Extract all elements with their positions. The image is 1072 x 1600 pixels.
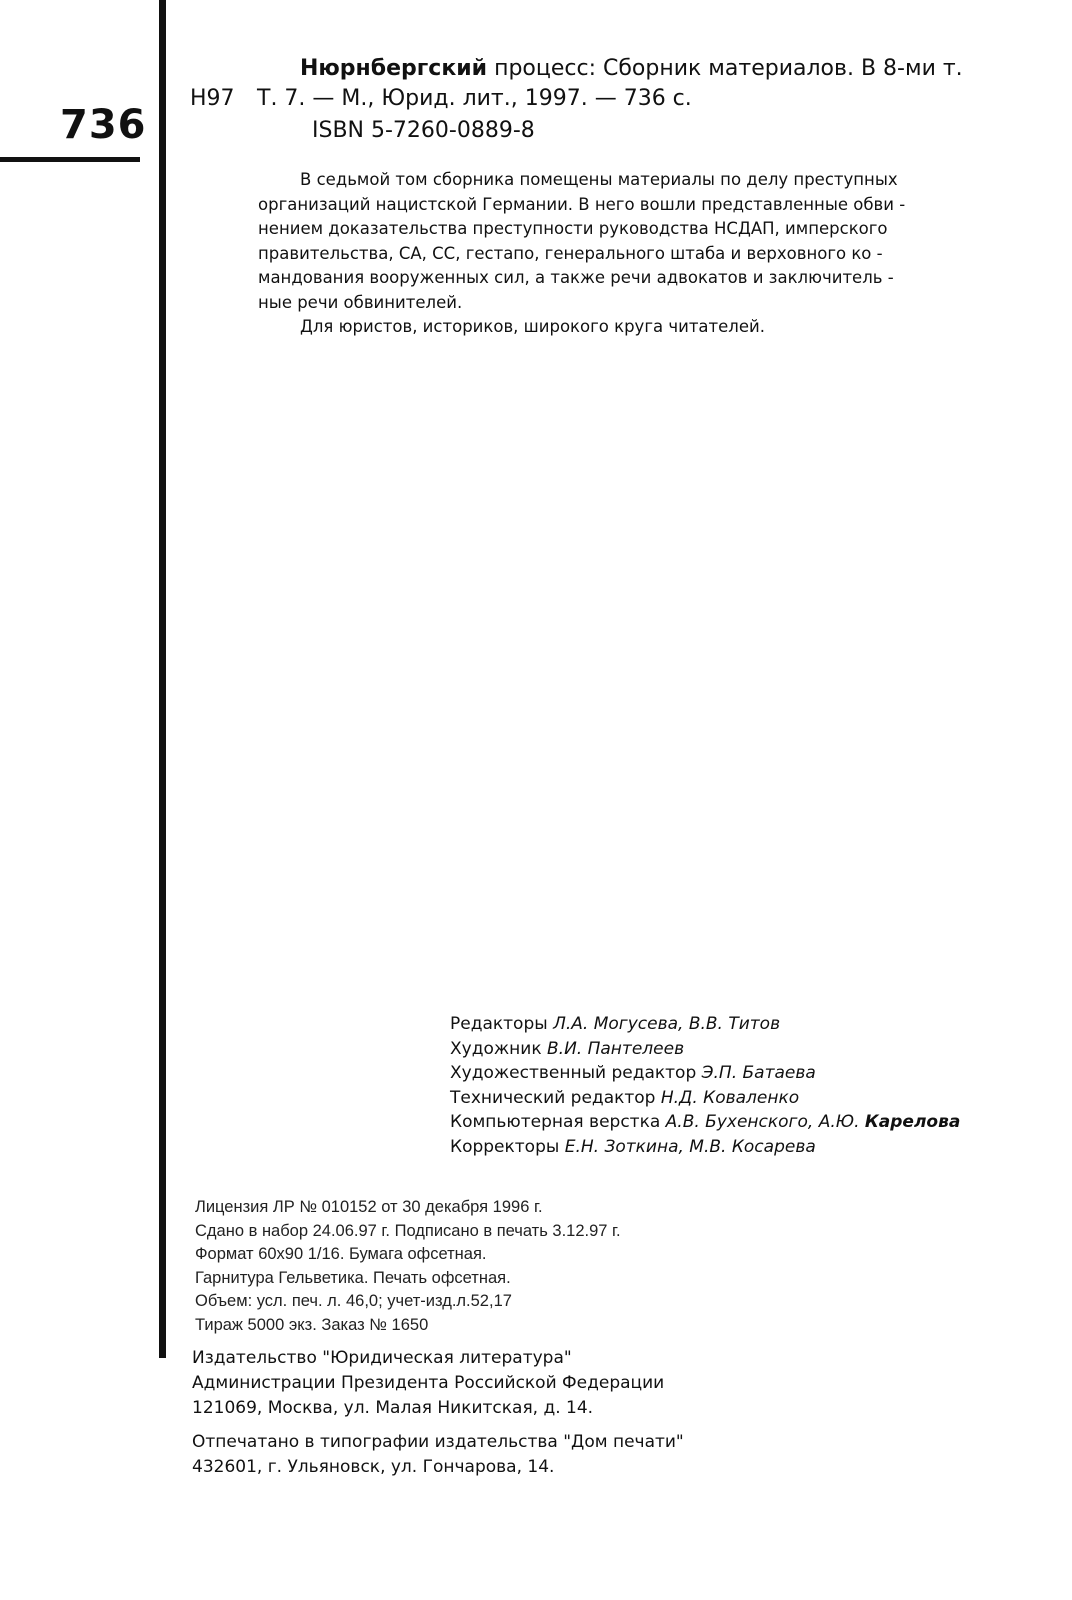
annotation-line: нением доказательства преступности руководства НСДАП, имперского (258, 219, 888, 238)
credit-names-bold: Карелова (864, 1112, 961, 1132)
print-info (195, 1196, 621, 1337)
annotation (258, 168, 988, 340)
bibliographic-title (300, 56, 963, 81)
credit-row (450, 1135, 960, 1160)
volume-line: Объем: усл. печ. л. 46,0; учет-изд.л.52,17 (195, 1292, 512, 1310)
publisher-block (192, 1346, 664, 1421)
credit-names: А.В. Бухенского, А.Ю. (665, 1112, 865, 1132)
credit-row (450, 1061, 960, 1086)
page-number: 736 (60, 102, 147, 148)
credit-role: Технический редактор (450, 1087, 661, 1108)
publisher-name: Издательство "Юридическая литература" (192, 1348, 572, 1368)
isbn: ISBN 5-7260-0889-8 (312, 118, 535, 143)
publisher-address: 121069, Москва, ул. Малая Никитская, д. 14. (192, 1398, 594, 1418)
annotation-line: В седьмой том сборника помещены материалы по делу преступных (300, 170, 898, 189)
typeface-line: Гарнитура Гельветика. Печать офсетная. (195, 1268, 511, 1287)
annotation-line: правительства, СА, СС, гестапо, генерального штаба и верховного ко - (258, 243, 883, 263)
credit-names: Е.Н. Зоткина, М.В. Косарева (564, 1136, 816, 1157)
credit-row (450, 1086, 960, 1111)
typeset-line: Сдано в набор 24.06.97 г. Подписано в печать 3.12.97 г. (195, 1221, 621, 1240)
print-run-line: Тираж 5000 экз. Заказ № 1650 (195, 1315, 429, 1334)
credit-role: Корректоры (450, 1136, 565, 1157)
publisher-affiliation: Администрации Президента Российской Федерации (192, 1373, 665, 1393)
credit-names: Н.Д. Коваленко (660, 1087, 800, 1108)
credit-role: Художник (450, 1038, 548, 1059)
credit-role: Компьютерная верстка (450, 1112, 666, 1132)
annotation-audience: Для юристов, историков, широкого круга читателей. (300, 317, 765, 336)
license-line: Лицензия ЛР № 010152 от 30 декабря 1996 г. (195, 1198, 543, 1216)
credit-row (450, 1037, 960, 1062)
vertical-margin-rule (159, 0, 166, 1358)
title-rest: процесс: Сборник материалов. В 8-ми т. (487, 56, 963, 81)
credit-role: Редакторы (450, 1014, 554, 1034)
printer-name: Отпечатано в типографии издательства "Дом печати" (192, 1432, 684, 1452)
page-number-rule (0, 157, 140, 162)
title-bold: Нюрнбергский (300, 56, 488, 81)
credit-names: В.И. Пантелеев (547, 1038, 685, 1059)
annotation-line: мандования вооруженных сил, а также речи адвокатов и заключитель - (258, 268, 894, 287)
credit-row (450, 1110, 960, 1135)
annotation-line: ные речи обвинителей. (258, 292, 463, 312)
credit-role: Художественный редактор (450, 1063, 702, 1083)
credit-row (450, 1012, 960, 1037)
printer-block (192, 1430, 684, 1480)
credit-names: Э.П. Батаева (701, 1063, 816, 1083)
library-cipher: Н97 (190, 86, 235, 111)
credits-list (450, 1012, 960, 1159)
format-line: Формат 60x90 1/16. Бумага офсетная. (195, 1245, 487, 1263)
bibliographic-imprint: Т. 7. — М., Юрид. лит., 1997. — 736 с. (257, 86, 692, 111)
credit-names: Л.А. Могусева, В.В. Титов (553, 1014, 781, 1034)
printer-address: 432601, г. Ульяновск, ул. Гончарова, 14. (192, 1457, 555, 1477)
annotation-line: организаций нацистской Германии. В него вошли представленные обви - (258, 194, 906, 214)
